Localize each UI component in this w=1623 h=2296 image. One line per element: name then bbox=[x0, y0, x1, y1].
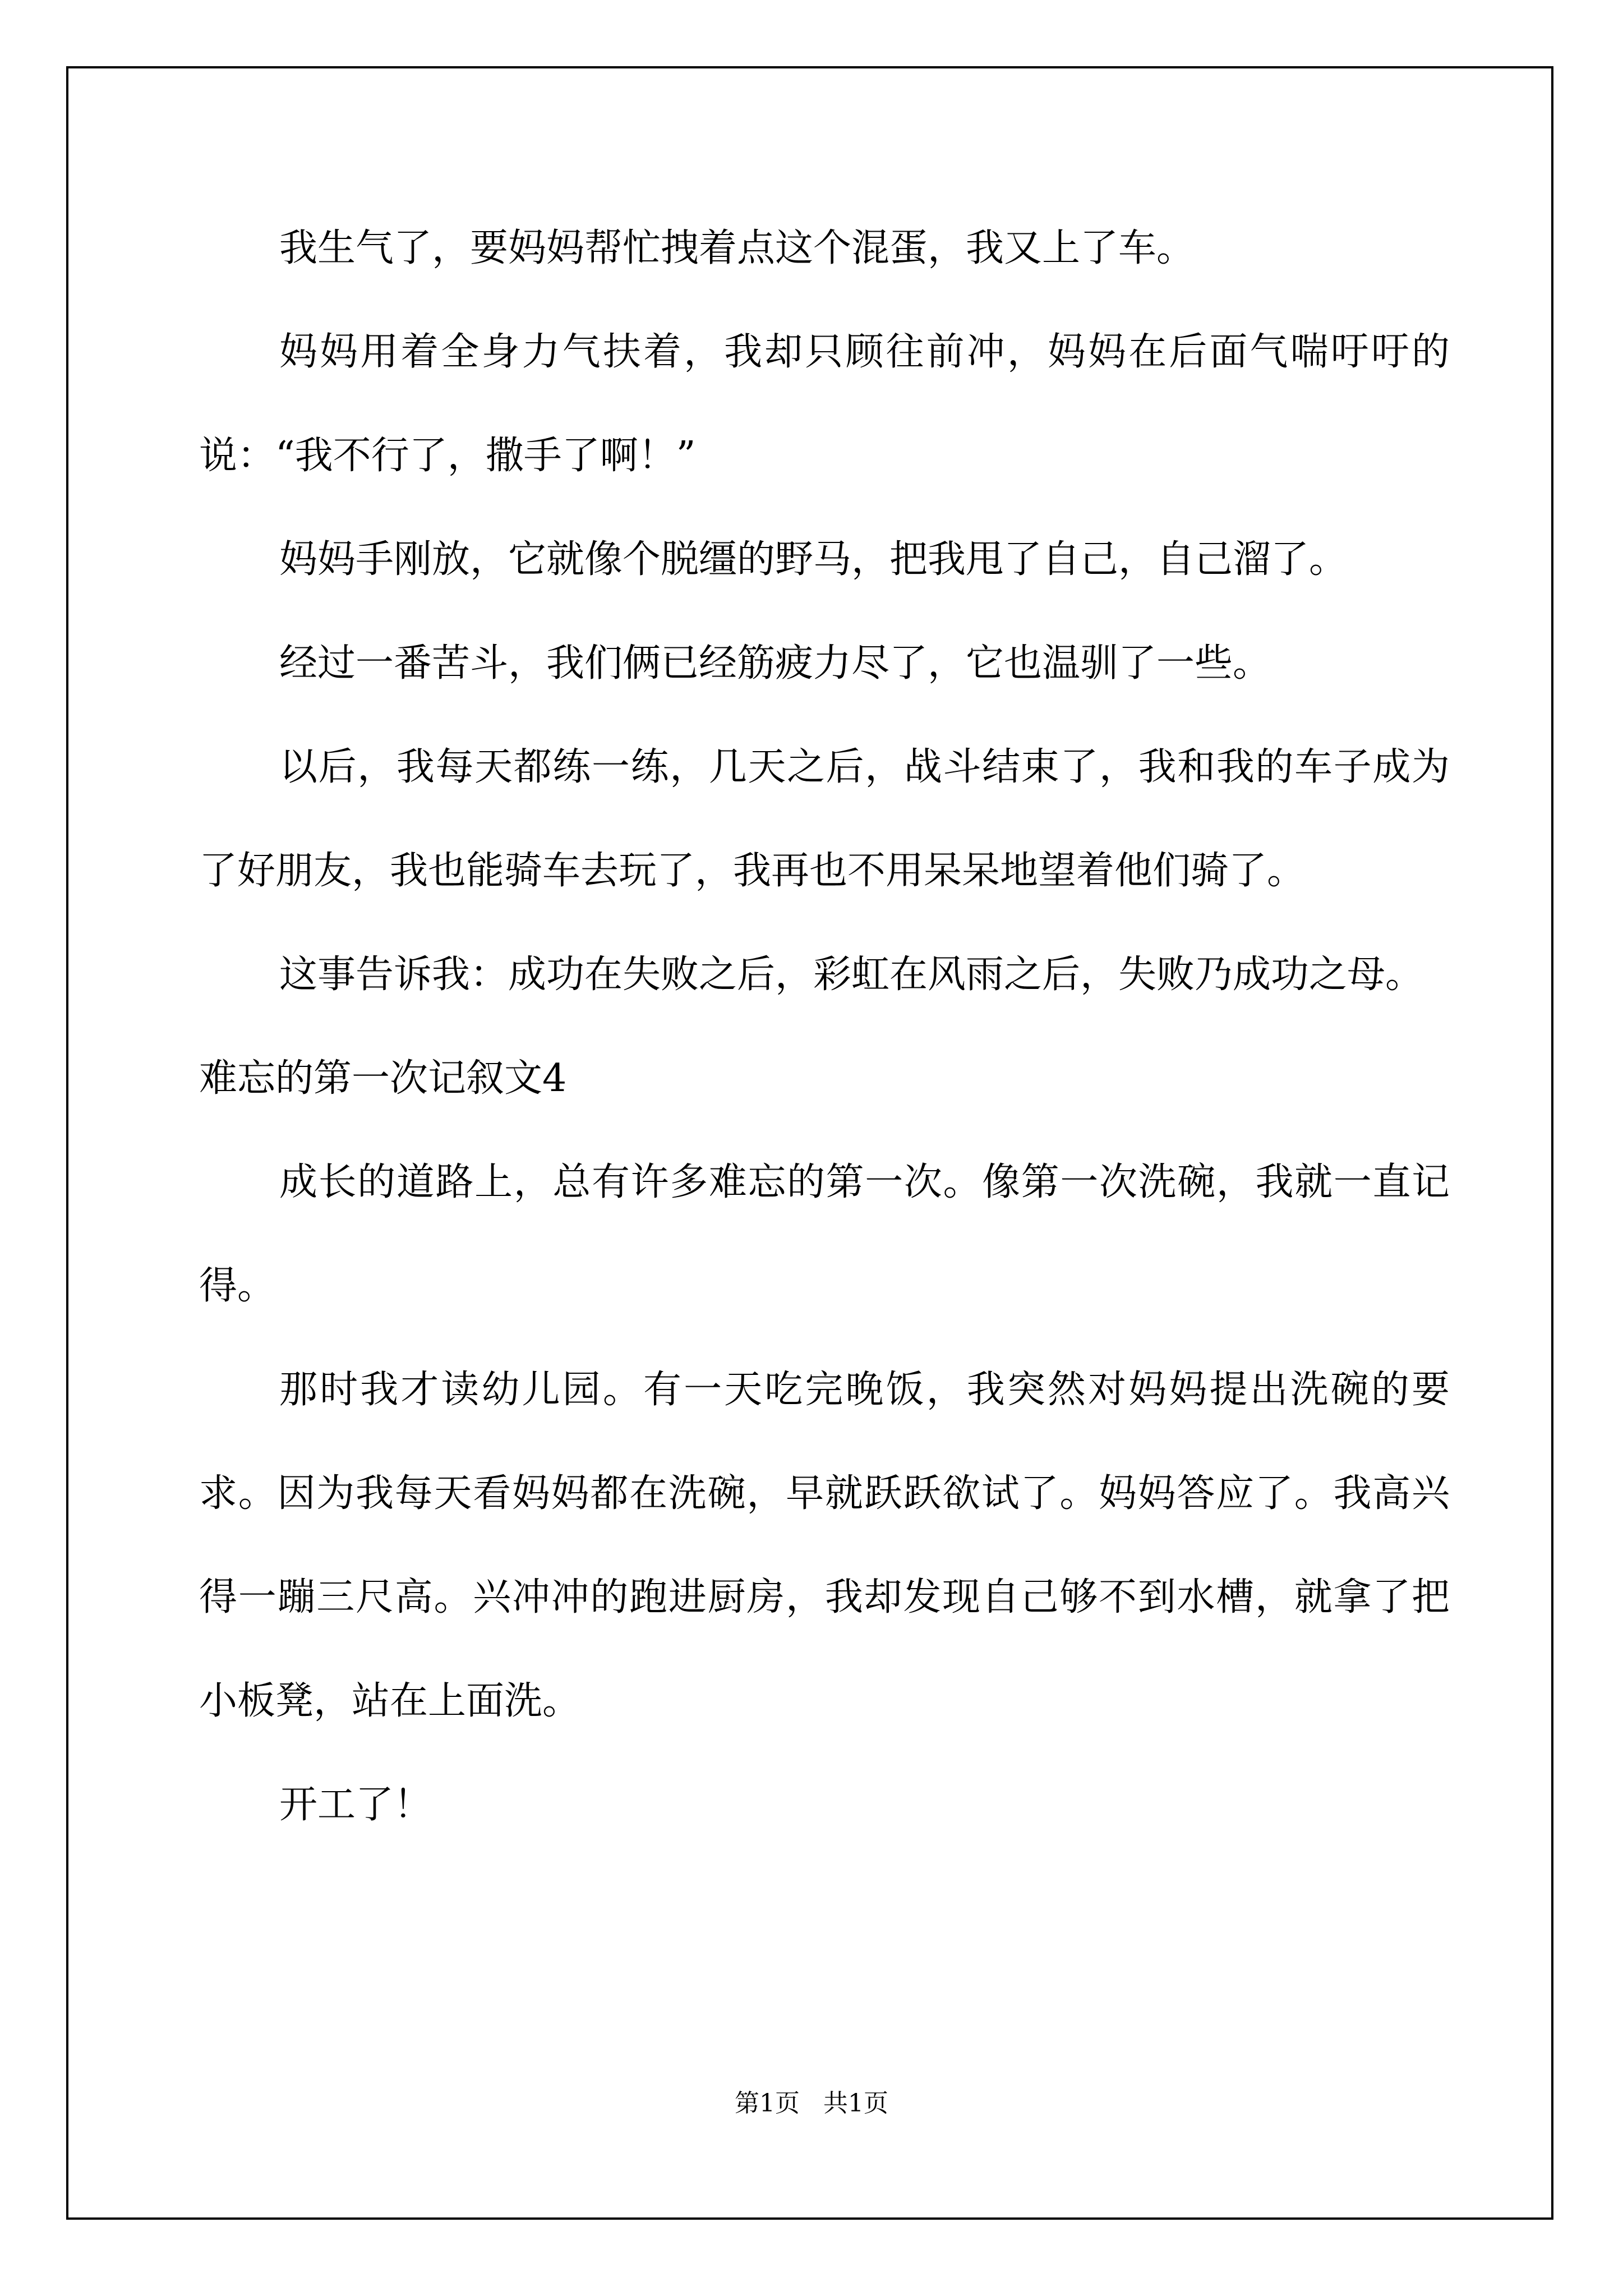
paragraph: 我生气了，要妈妈帮忙拽着点这个混蛋，我又上了车。 bbox=[279, 226, 1195, 270]
paragraph: 这事告诉我：成功在失败之后，彩虹在风雨之后，失败乃成功之母。 bbox=[279, 953, 1424, 997]
paragraph: 妈妈手刚放，它就像个脱缰的野马，把我甩了自己，自己溜了。 bbox=[279, 537, 1348, 582]
paragraph: 妈妈用着全身力气扶着，我却只顾往前冲，妈妈在后面气喘吁吁的说：“我不行了，撒手了啊！” bbox=[199, 330, 1450, 478]
paragraph: 那时我才读幼儿园。有一天吃完晚饭，我突然对妈妈提出洗碗的要求。因为我每天看妈妈都在洗碗，早就跃跃欲试了。妈妈答应了。我高兴得一蹦三尺高。兴冲冲的跑进厨房，我却发现自己够不到水槽，就拿了把小板凳，站在上面洗。 bbox=[199, 1368, 1450, 1723]
section-heading: 难忘的第一次记叙文4 bbox=[199, 1056, 567, 1101]
paragraph: 以后，我每天都练一练，几天之后，战斗结束了，我和我的车子成为了好朋友，我也能骑车去玩了，我再也不用呆呆地望着他们骑了。 bbox=[199, 745, 1450, 893]
page-footer: 第1页 共1页 bbox=[735, 2089, 888, 2118]
paragraph: 成长的道路上，总有许多难忘的第一次。像第一次洗碗，我就一直记得。 bbox=[199, 1160, 1450, 1308]
document-body bbox=[199, 196, 1450, 1857]
paragraph: 开工了！ bbox=[279, 1783, 432, 1827]
paragraph: 经过一番苦斗，我们俩已经筋疲力尽了，它也温驯了一些。 bbox=[279, 641, 1271, 685]
